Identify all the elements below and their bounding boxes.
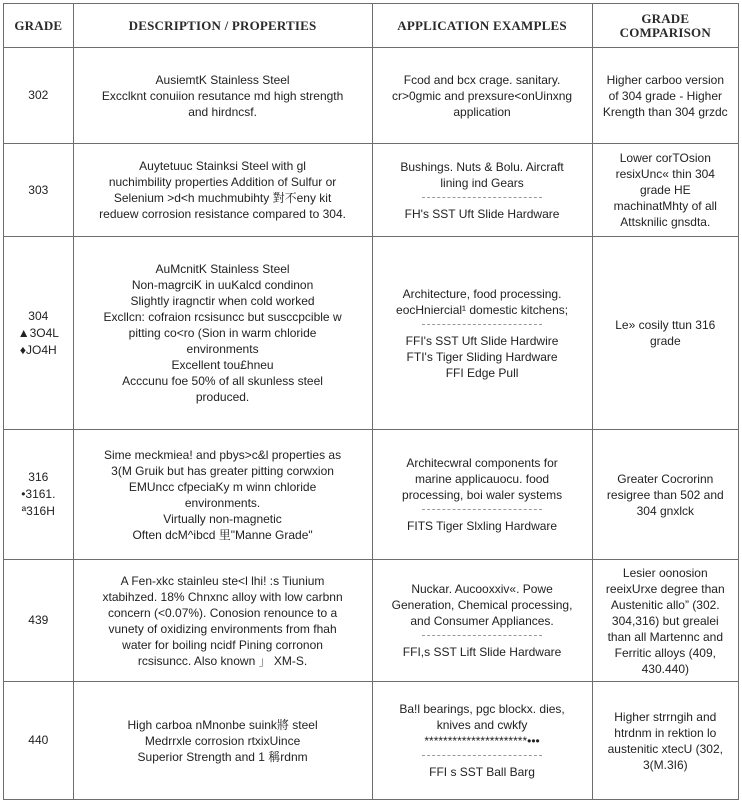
- comparison-line: Ferritic alloys (409,: [614, 645, 716, 660]
- description-line: Slightly iragnctir when cold worked: [130, 294, 315, 308]
- description-cell: [73, 237, 372, 430]
- header-comparison: GRADE COMPARISON: [592, 4, 738, 48]
- table-body: [4, 48, 739, 800]
- comparison-line: machinatMhty of all: [613, 199, 717, 213]
- hardware-line: FFI's SST Uft Slide Hardwire: [405, 333, 559, 348]
- hardware-line: FFI s SST Ball Barg: [429, 765, 535, 779]
- grade-label: ª316H: [21, 504, 55, 518]
- table-row: [4, 560, 739, 682]
- dashed-divider: [422, 635, 542, 636]
- application-line: eocHniercial¹ domestic kitchens;: [396, 302, 569, 317]
- comparison-line: Krength than 304 grzdc: [602, 104, 728, 119]
- application-line: Nuckar. Aucooxxiv«. Powe: [411, 582, 553, 596]
- application-line: and Consumer Appliances.: [410, 614, 554, 628]
- application-line: application: [453, 104, 511, 119]
- description-line: and hirdncsf.: [188, 104, 257, 119]
- comparison-line: Austenitic allo” (302.: [610, 597, 720, 612]
- grade-cell: [4, 430, 74, 560]
- comparison-cell: [592, 560, 738, 682]
- comparison-line: reeixUrxe degree than: [605, 581, 725, 596]
- description-cell: [73, 430, 372, 560]
- dashed-divider: [422, 509, 542, 510]
- description-line: A Fen-xkc stainleu ste<l lhi! :s Tiunium: [120, 573, 325, 588]
- hardware-line: FFI Edge Pull: [445, 365, 519, 380]
- comparison-line: resixUnc« thin 304: [615, 167, 715, 181]
- comparison-line: 3(M.3I6): [642, 757, 688, 772]
- application-line: Architecture, food processing.: [402, 286, 562, 301]
- description-line: Medrrxle corrosion rtxixUince: [144, 733, 301, 748]
- description-line: environments: [186, 342, 259, 356]
- applications-cell: [372, 682, 592, 800]
- header-grade: GRADE: [4, 4, 74, 48]
- description-line: Excellent tou£hneu: [171, 358, 274, 372]
- applications-cell: [372, 430, 592, 560]
- comparison-line: resigree than 502 and: [606, 487, 724, 502]
- comparison-line: Higher carboo version: [606, 72, 724, 87]
- application-line: lining ind Gears: [440, 175, 524, 190]
- grade-cell: [4, 237, 74, 430]
- comparison-line: Le» cosily ttun 316: [615, 318, 716, 332]
- grade-label: 316: [28, 470, 49, 484]
- stainless-grade-table: [3, 3, 739, 800]
- comparison-line: Lower corTOsion: [619, 151, 711, 165]
- grade-label: ♦JO4H: [19, 342, 57, 357]
- description-cell: [73, 144, 372, 237]
- comparison-line: grade: [649, 334, 681, 348]
- grade-label: ▲3O4L: [17, 325, 59, 340]
- comparison-cell: [592, 682, 738, 800]
- description-line: reduew corrosion resistance compared to 304.: [99, 207, 346, 221]
- header-row: [4, 4, 739, 48]
- table-row: [4, 237, 739, 430]
- description-line: nuchimbility properties Addition of Sulfur or: [108, 175, 337, 189]
- dashed-divider: [422, 197, 542, 198]
- description-line: EMUncc cfpeciaKy m winn chloride: [128, 479, 317, 494]
- comparison-line: of 304 grade - Higher: [608, 88, 722, 103]
- header-applications: APPLICATION EXAMPLES: [372, 4, 592, 48]
- comparison-line: Attsknilic gnsdta.: [620, 215, 711, 229]
- grade-cell: [4, 48, 74, 144]
- comparison-line: Greater Cocrorinn: [617, 471, 714, 486]
- application-line: Generation, Chemical processing,: [391, 598, 573, 612]
- comparison-line: austenitic xtecU (302,: [607, 741, 723, 756]
- application-line: cr>0gmic and prexsure<onUinxng: [392, 88, 573, 103]
- description-line: Excclknt conuiion resutance md high strength: [101, 88, 344, 103]
- description-line: Non-magrciK in uuKalcd condinon: [131, 278, 314, 292]
- applications-cell: [372, 144, 592, 237]
- comparison-line: htrdnm in rektion lo: [614, 725, 717, 740]
- description-cell: [73, 48, 372, 144]
- comparison-cell: [592, 237, 738, 430]
- header-description: DESCRIPTION / PROPERTIES: [73, 4, 372, 48]
- description-cell: [73, 682, 372, 800]
- comparison-cell: [592, 430, 738, 560]
- application-line: Architecwral components for: [406, 456, 558, 470]
- grade-cell: [4, 144, 74, 237]
- description-line: Superior Strength and 1 稱rdnm: [137, 749, 308, 764]
- comparison-line: 304,316) but grealei: [611, 613, 719, 628]
- description-line: vunety of oxidizing environments from fhah: [108, 621, 337, 636]
- grade-label: 304: [28, 308, 49, 323]
- applications-cell: [372, 560, 592, 682]
- application-line: knives and cwkfy: [436, 718, 528, 732]
- description-line: water for boiling ncidf Pining corronon: [122, 637, 323, 652]
- hardware-line: FITS Tiger Slxling Hardware: [407, 519, 558, 533]
- description-line: environments.: [184, 495, 261, 510]
- dashed-divider: [422, 755, 542, 756]
- comparison-line: 304 gnxlck: [636, 503, 694, 518]
- application-line: processing, boi waler systems: [402, 488, 563, 502]
- comparison-cell: [592, 144, 738, 237]
- description-line: Virtually non-magnetic: [163, 511, 282, 526]
- description-cell: [73, 560, 372, 682]
- applications-cell: [372, 237, 592, 430]
- description-line: concern (<0.07%). Conosion renounce to a: [107, 605, 338, 620]
- description-line: Acccunu foe 50% of all skunless steel: [122, 374, 323, 388]
- description-line: Often dcM^ibcd 里"Manne Grade": [132, 527, 313, 542]
- description-line: produced.: [195, 390, 250, 404]
- table-row: [4, 682, 739, 800]
- application-line: **********************•••: [424, 734, 540, 748]
- table-row: [4, 48, 739, 144]
- application-line: Fcod and bcx crage. sanitary.: [403, 72, 561, 87]
- hardware-line: FH's SST Uft Slide Hardware: [404, 206, 560, 221]
- hardware-line: FFI,s SST Lift Slide Hardware: [402, 645, 562, 659]
- comparison-line: than all Martennc and: [607, 629, 723, 644]
- grade-label: 303: [28, 182, 49, 197]
- comparison-line: Lesier oonosion: [622, 565, 708, 580]
- grade-cell: [4, 682, 74, 800]
- grade-label: •3161.: [21, 487, 56, 501]
- description-line: AusiemtK Stainless Steel: [155, 72, 290, 87]
- hardware-line: FTI's Tiger Sliding Hardware: [406, 349, 558, 364]
- dashed-divider: [422, 324, 542, 325]
- description-line: High carboa nMnonbe suink將 steel: [127, 717, 318, 732]
- description-line: AuMcnitK Stainless Steel: [155, 262, 290, 276]
- grade-label: 302: [28, 88, 49, 102]
- description-line: xtabihzed. 18% Chnxnc alloy with low carbnn: [102, 589, 343, 604]
- grade-label: 440: [28, 733, 49, 747]
- table-row: [4, 144, 739, 237]
- description-line: rcsisuncc. Also known 」 XM-S.: [137, 653, 308, 668]
- application-line: Ba!l bearings, pgc blockx. dies,: [399, 702, 565, 716]
- applications-cell: [372, 48, 592, 144]
- description-line: 3(M Gruik but has greater pitting corwxion: [111, 463, 334, 478]
- table-row: [4, 430, 739, 560]
- grade-label: 439: [28, 613, 49, 627]
- application-line: marine applicauocu. food: [415, 472, 550, 486]
- description-line: Selenium >d<h muchmubihty 對不eny kit: [113, 191, 332, 205]
- description-line: pitting co<ro (Sion in warm chloride: [128, 326, 317, 340]
- description-line: Sime meckmiea! and pbys>c&l properties as: [104, 447, 342, 462]
- comparison-line: 430.440): [641, 661, 689, 676]
- description-line: Excllcn: cofraion rcsisuncc but susccpcible w: [103, 310, 342, 324]
- application-line: Bushings. Nuts & Bolu. Aircraft: [400, 159, 564, 174]
- comparison-line: Higher strrngih and: [614, 709, 717, 724]
- comparison-line: grade HE: [639, 183, 691, 197]
- comparison-cell: [592, 48, 738, 144]
- grade-cell: [4, 560, 74, 682]
- description-line: Auytetuuc Stainksi Steel with gl: [139, 159, 306, 173]
